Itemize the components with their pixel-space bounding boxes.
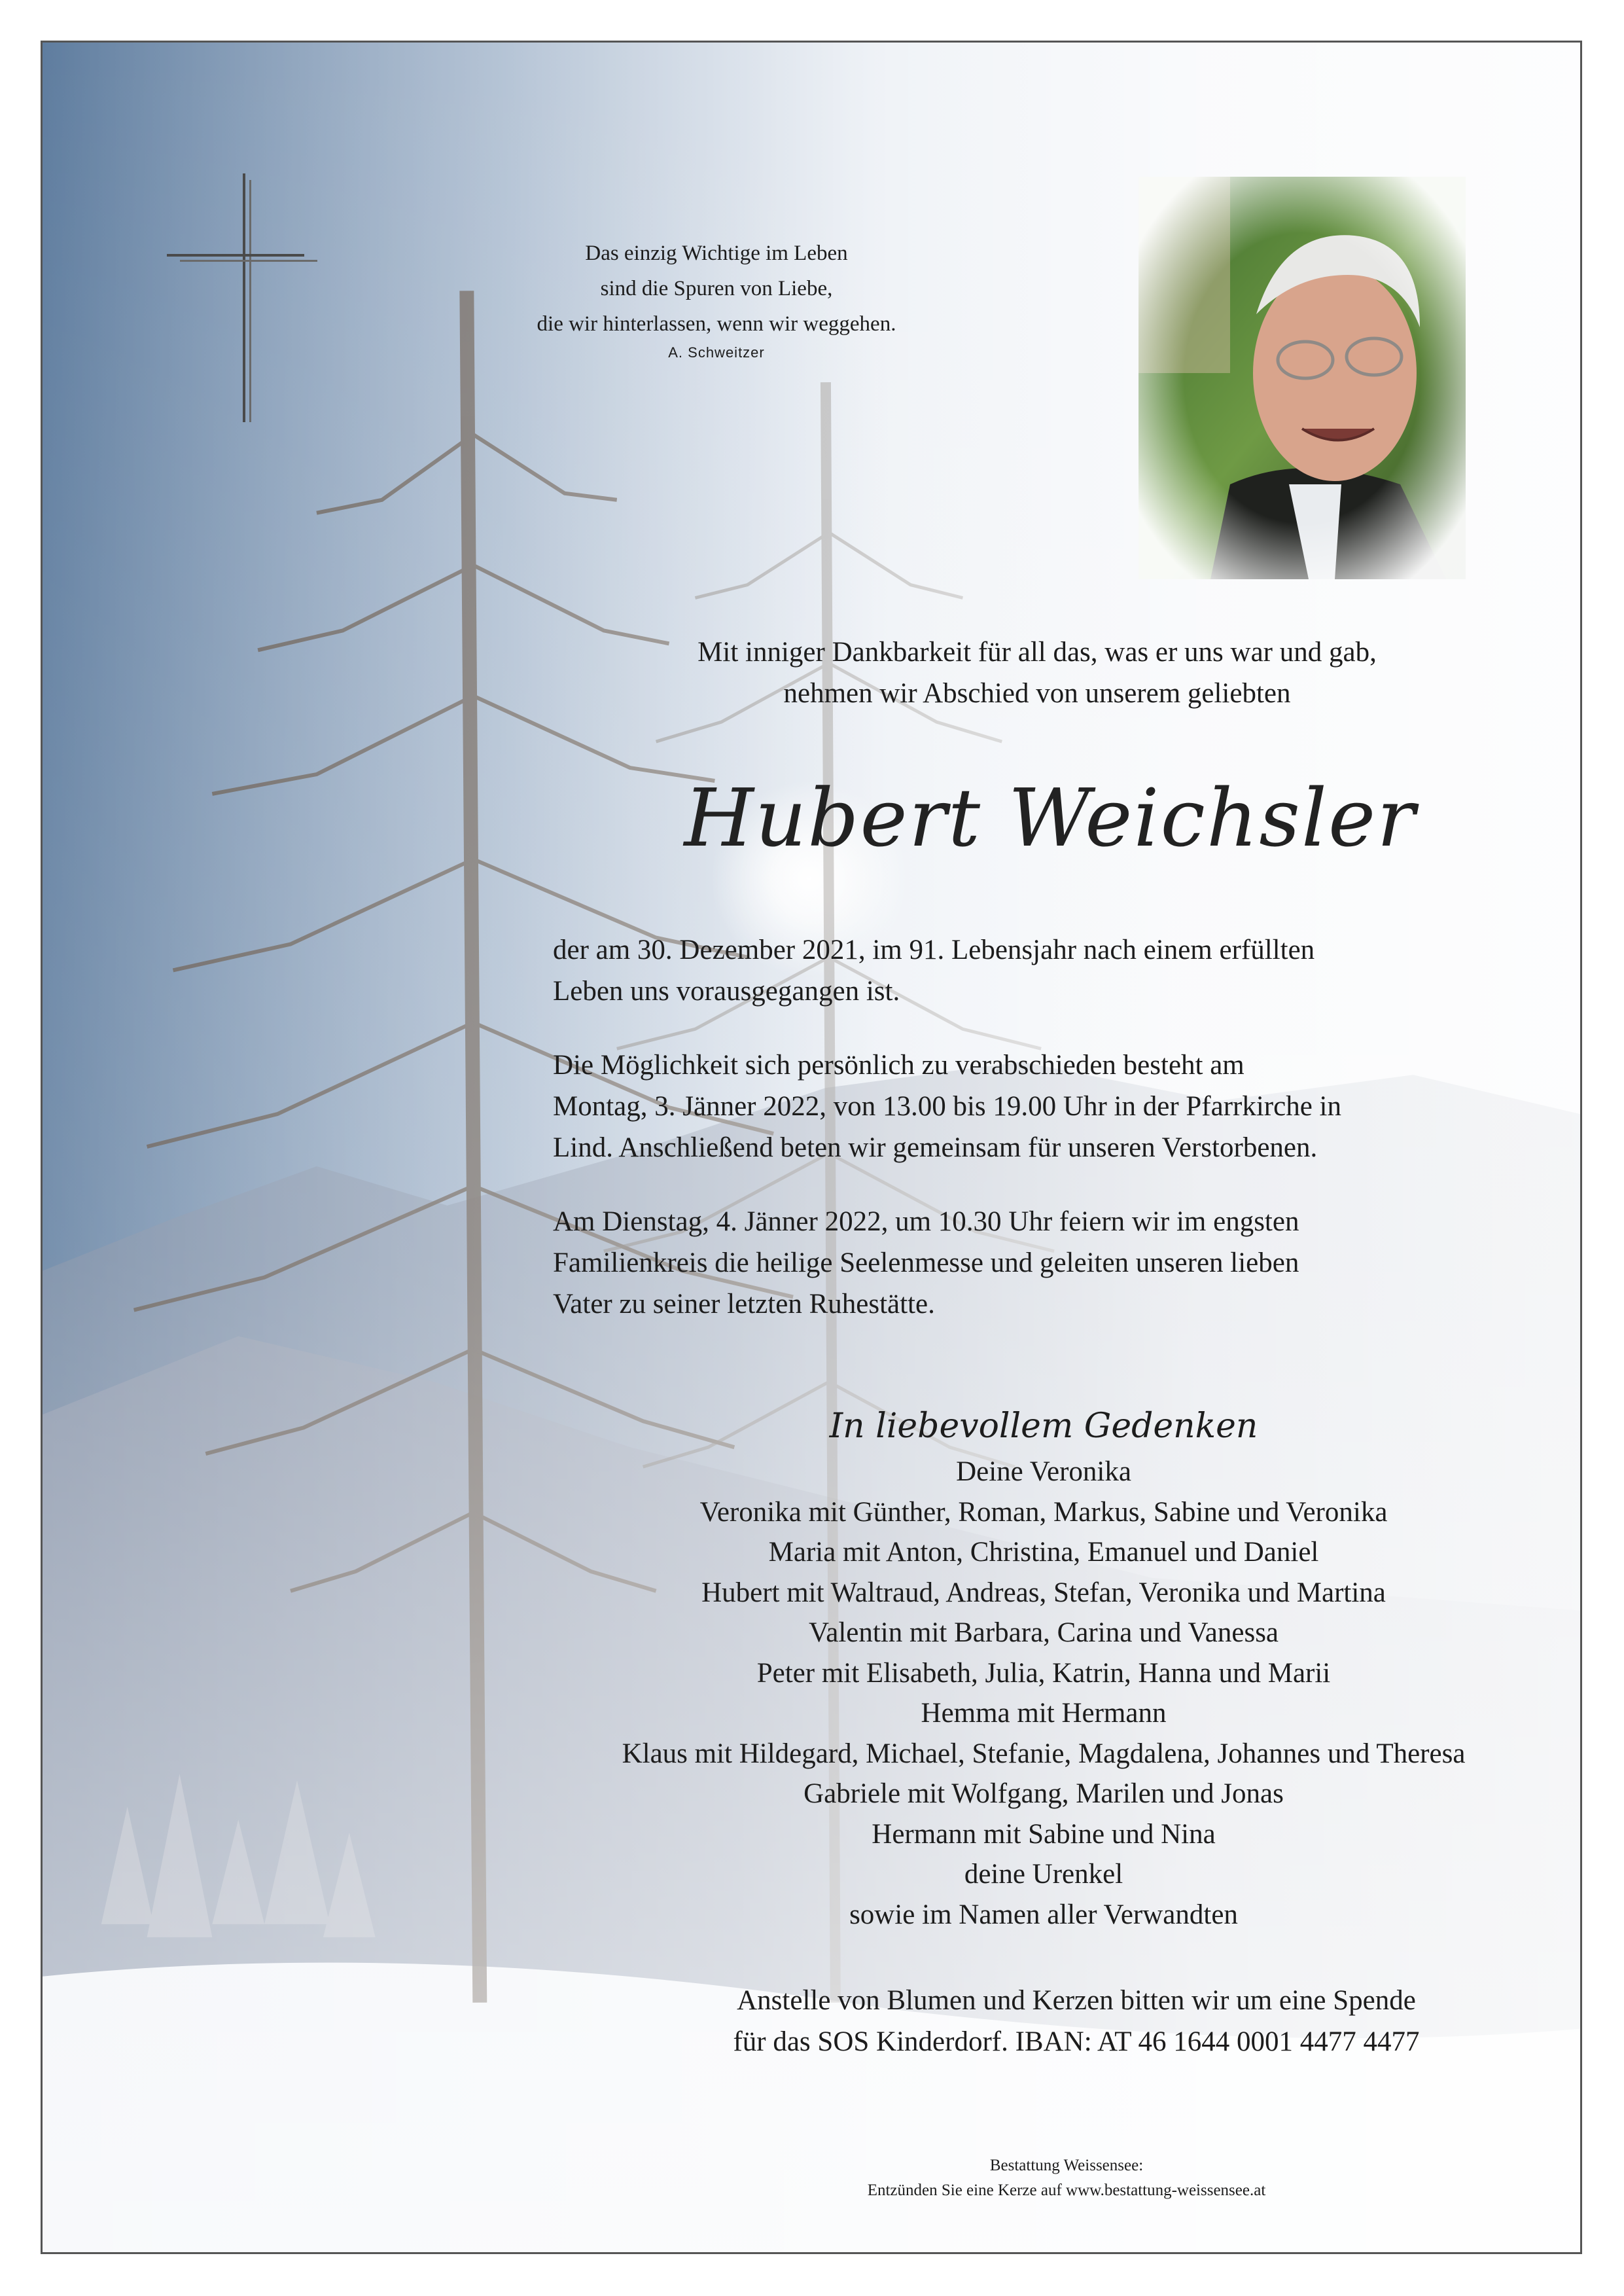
intro-line: Mit inniger Dankbarkeit für all das, was er uns war und gab, [697,637,1377,668]
intro-line: nehmen wir Abschied von unserem geliebten [783,678,1291,709]
funeral-home-footer [697,2153,1436,2203]
mourners-list [448,1452,1582,1935]
mourner-entry: deine Urenkel [964,1859,1123,1890]
mourners-section [448,1401,1582,1935]
mourner-entry: Hemma mit Hermann [921,1698,1167,1729]
deceased-name: Hubert Weichsler [684,772,1417,865]
cross-icon [167,173,317,422]
body-paragraph [553,1045,1521,1168]
mourner-entry: Veronika mit Günther, Roman, Markus, Sabine und Veronika [699,1496,1388,1528]
donation-note [631,1980,1521,2062]
mourner-entry: Klaus mit Hildegard, Michael, Stefanie, Magdalena, Johannes und Theresa [622,1738,1466,1769]
body-line: der am 30. Dezember 2021, im 91. Lebensjahr nach einem erfüllten [553,935,1315,965]
donation-line: für das SOS Kinderdorf. IBAN: AT 46 1644 0001 4477 4477 [733,2026,1420,2057]
obituary-body [553,929,1521,1357]
portrait-image [1139,177,1466,579]
mourner-entry: Peter mit Elisabeth, Julia, Katrin, Hanna und Marii [756,1657,1331,1689]
mourner-entry: Hermann mit Sabine und Nina [872,1818,1216,1850]
mourners-heading: In liebevollem Gedenken [829,1407,1258,1446]
funeral-home-name: Bestattung Weissensee: [989,2157,1144,2174]
mourner-entry: Maria mit Anton, Christina, Emanuel und Daniel [768,1537,1319,1568]
body-line: Am Dienstag, 4. Jänner 2022, um 10.30 Uhr feiern wir im engsten [553,1206,1299,1237]
body-line: Lind. Anschließend beten wir gemeinsam für unseren Verstorbenen. [553,1132,1318,1163]
mourner-entry: Hubert mit Waltraud, Andreas, Stefan, Veronika und Martina [701,1577,1386,1608]
body-line: Montag, 3. Jänner 2022, von 13.00 bis 19.00 Uhr in der Pfarrkirche in [553,1091,1341,1122]
farewell-intro [540,632,1534,714]
mourner-entry: Gabriele mit Wolfgang, Marilen und Jonas [803,1778,1284,1809]
body-paragraph [553,929,1521,1012]
mourner-entry: Deine Veronika [956,1456,1131,1487]
body-line: Familienkreis die heilige Seelenmesse und geleiten unseren lieben [553,1247,1299,1278]
mourner-entry: Valentin mit Barbara, Carina und Vanessa [808,1617,1279,1648]
memorial-quote [487,236,945,364]
candle-website-note: Entzünden Sie eine Kerze auf www.bestattung-weissensee.at [867,2181,1266,2199]
body-paragraph [553,1201,1521,1325]
obituary-page [41,41,1582,2254]
quote-line: Das einzig Wichtige im Leben [585,242,848,265]
body-line: Leben uns vorausgegangen ist. [553,976,900,1007]
quote-line: die wir hinterlassen, wenn wir weggehen. [537,312,896,336]
quote-line: sind die Spuren von Liebe, [600,277,833,300]
body-line: Vater zu seiner letzten Ruhestätte. [553,1289,935,1319]
quote-author: A. Schweitzer [668,344,765,361]
body-line: Die Möglichkeit sich persönlich zu verabschieden besteht am [553,1050,1244,1081]
mourner-entry: sowie im Namen aller Verwandten [849,1899,1238,1930]
portrait-photo [1139,177,1466,579]
donation-line: Anstelle von Blumen und Kerzen bitten wir um eine Spende [737,1985,1416,2016]
